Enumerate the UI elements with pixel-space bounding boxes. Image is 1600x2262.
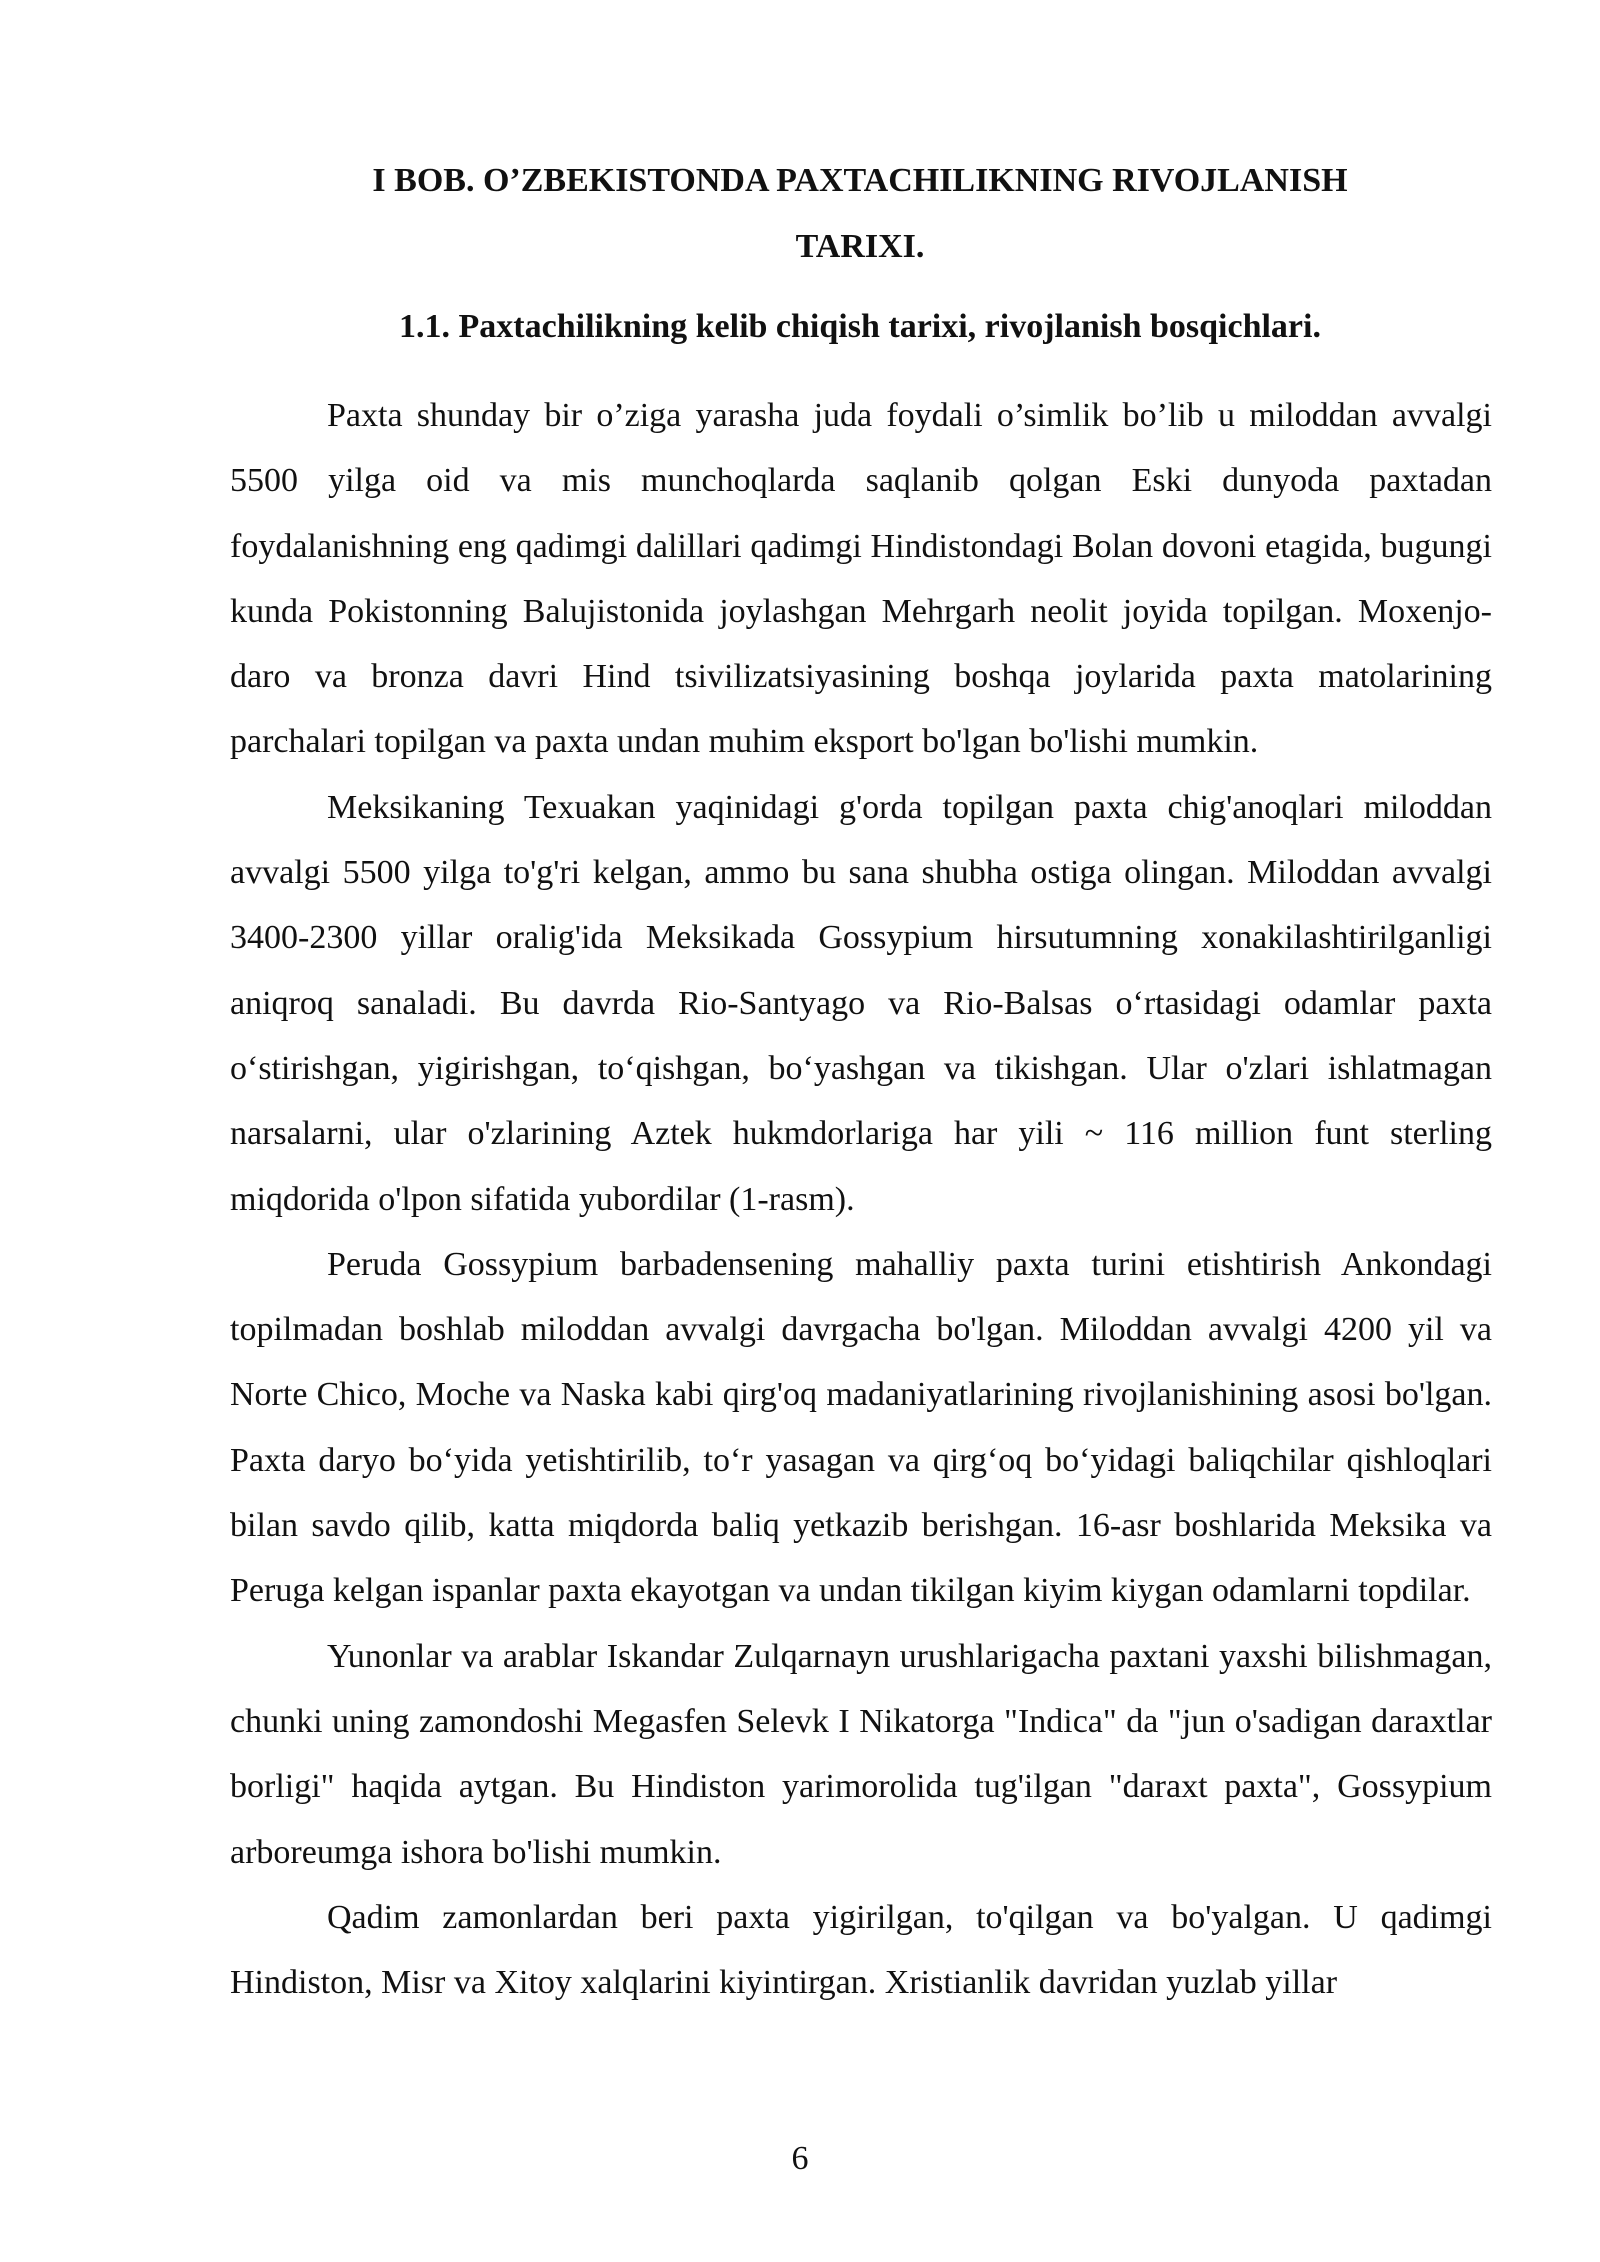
body-text <box>230 383 1492 2015</box>
paragraph: Paxta shunday bir o’ziga yarasha juda foydali o’simlik bo’lib u miloddan avvalgi 5500 yilga oid va mis munchoqlarda saqlanib qolgan Eski dunyoda paxtadan foydalanishning eng qadimgi dalillari qadimgi Hindistondagi Bolan dovoni etagida, bugungi kunda Pokistonning Balujistonida joylashgan Mehrgarh neolit joyida topilgan. Moxenjo-daro va bronza davri Hind tsivilizatsiyasining boshqa joylarida paxta matolarining parchalari topilgan va paxta undan muhim eksport bo'lgan bo'lishi mumkin. <box>230 397 1492 761</box>
paragraph: Qadim zamonlardan beri paxta yigirilgan, to'qilgan va bo'yalgan. U qadimgi Hindiston, Misr va Xitoy xalqlarini kiyintirgan. Xristianlik davridan yuzlab yillar <box>230 1898 1492 2002</box>
chapter-title <box>230 148 1490 280</box>
chapter-title-line-2: TARIXI. <box>795 228 925 265</box>
page-number: 6 <box>791 2140 809 2177</box>
chapter-title-line-1: I BOB. O’ZBEKISTONDA PAXTACHILIKNING RIVOJLANISH <box>372 162 1348 199</box>
section-title: 1.1. Paxtachilikning kelib chiqish tarixi, rivojlanish bosqichlari. <box>399 308 1321 345</box>
paragraph: Meksikaning Texuakan yaqinidagi g'orda topilgan paxta chig'anoqlari miloddan avvalgi 5500 yilga to'g'ri kelgan, ammo bu sana shubha ostiga olingan. Miloddan avvalgi 3400-2300 yillar oralig'ida Meksikada Gossypium hirsutumning xonakilashtirilganligi aniqroq sanaladi. Bu davrda Rio-Santyago va Rio-Balsas o‘rtasidagi odamlar paxta o‘stirishgan, yigirishgan, to‘qishgan, bo‘yashgan va tikishgan. Ular o'zlari ishlatmagan narsalarni, ular o'zlarining Aztek hukmdorlariga har yili ~ 116 million funt sterling miqdorida o'lpon sifatida yubordilar (1-rasm). <box>230 788 1492 1218</box>
paragraph: Peruda Gossypium barbadensening mahalliy paxta turini etishtirish Ankondagi topilmadan boshlab miloddan avvalgi davrgacha bo'lgan. Miloddan avvalgi 4200 yil va Norte Chico, Moche va Naska kabi qirg'oq madaniyatlarining rivojlanishining asosi bo'lgan. Paxta daryo bo‘yida yetishtirilib, to‘r yasagan va qirg‘oq bo‘yidagi baliqchilar qishloqlari bilan savdo qilib, katta miqdorda baliq yetkazib berishgan. 16-asr boshlarida Meksika va Peruga kelgan ispanlar paxta ekayotgan va undan tikilgan kiyim kiygan odamlarni topdilar. <box>230 1245 1492 1610</box>
paragraph: Yunonlar va arablar Iskandar Zulqarnayn urushlarigacha paxtani yaxshi bilishmagan, chunki uning zamondoshi Megasfen Selevk I Nikatorga "Indica" da "jun o'sadigan daraxtlar borligi" haqida aytgan. Bu Hindiston yarimorolida tug'ilgan "daraxt paxta", Gossypium arboreumga ishora bo'lishi mumkin. <box>230 1637 1492 1871</box>
